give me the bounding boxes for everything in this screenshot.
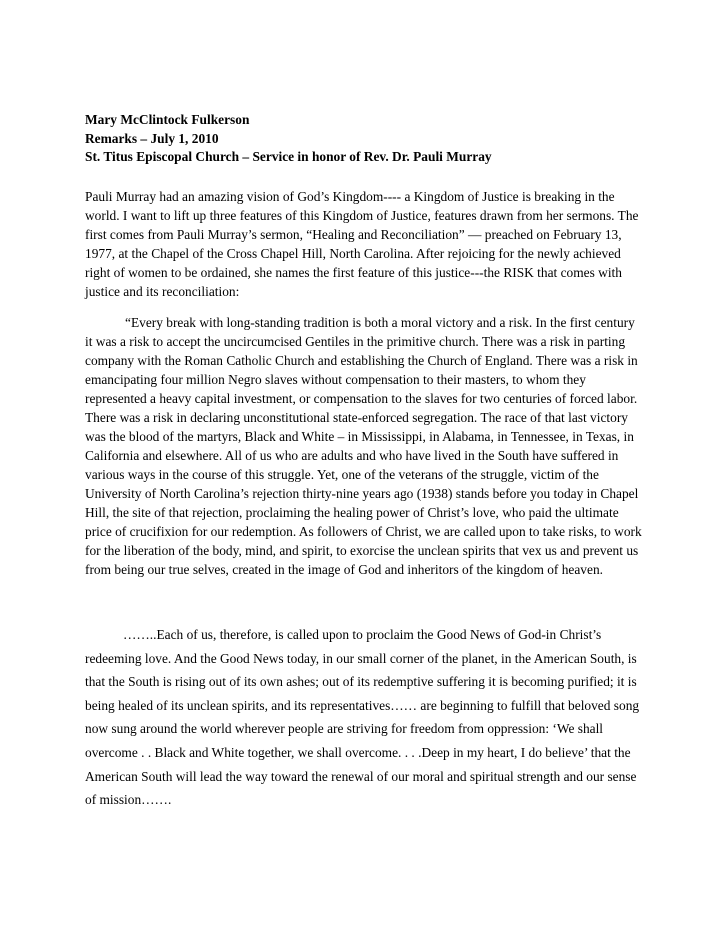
quote-text: “Every break with long-standing tradition is both a moral victory and a risk. In the first century it was a risk to accept the uncircumcised Gentiles in the primitive church. There was a risk in parting company with the Roman Catholic Church and establishing the Church of England. There was a risk in emancipating four million Negro slaves without compensation to their masters, to whom they represented a heavy capital investment, or compensation to the slaves for two centuries of forced labor. There was a risk in declaring unconstitutional state-enforced segregation. The race of that last victory was the blood of the martyrs, Black and White – in Mississippi, in Alabama, in Tennessee, in Texas, in California and elsewhere. All of us who are adults and who have lived in the South have suffered in various ways in the course of this struggle. Yet, one of the veterans of the struggle, victim of the University of North Carolina’s rejection thirty-nine years ago (1938) stands before you today in Chapel Hill, the site of that rejection, proclaiming the healing power of Christ’s love, who paid the ultimate price of crucifixion for our redemption. As followers of Christ, we are called upon to take risks, to work for the liberation of the body, mind, and spirit, to exorcise the unclean spirits that vex us and prevent us from being our true selves, created in the image of God and inheritors of the kingdom of heaven. bbox=[85, 315, 642, 577]
intro-paragraph bbox=[85, 187, 645, 301]
author-name: Mary McClintock Fulkerson bbox=[85, 112, 250, 127]
document-header bbox=[85, 111, 645, 167]
continuation-paragraph bbox=[85, 623, 645, 812]
intro-text: Pauli Murray had an amazing vision of God’s Kingdom---- a Kingdom of Justice is breaking in the world. I want to lift up three features of this Kingdom of Justice, features drawn from her sermons. The first comes from Pauli Murray’s sermon, “Healing and Reconciliation” — preached on February 13, 1977, at the Chapel of the Cross Chapel Hill, North Carolina. After rejoicing for the newly achieved right of women to be ordained, she names the first feature of this justice---the RISK that comes with justice and its reconciliation: bbox=[85, 189, 639, 299]
continuation-text: ……..Each of us, therefore, is called upon to proclaim the Good News of God-in Christ’s redeeming love. And the Good News today, in our small corner of the planet, in the American South, is that the South is rising out of its own ashes; out of its redemptive suffering it is becoming purified; it is being healed of its unclean spirits, and its representatives…… are beginning to fulfill that beloved song now sung around the world wherever people are striving for freedom from oppression: ‘We shall overcome . . Black and White together, we shall overcome. . . .Deep in my heart, I do believe’ that the American South will lead the way toward the renewal of our moral and spiritual strength and our sense of mission……. bbox=[85, 627, 640, 808]
remarks-date: Remarks – July 1, 2010 bbox=[85, 130, 219, 146]
quote-paragraph bbox=[85, 313, 645, 579]
service-title: St. Titus Episcopal Church – Service in honor of Rev. Dr. Pauli Murray bbox=[85, 149, 492, 164]
